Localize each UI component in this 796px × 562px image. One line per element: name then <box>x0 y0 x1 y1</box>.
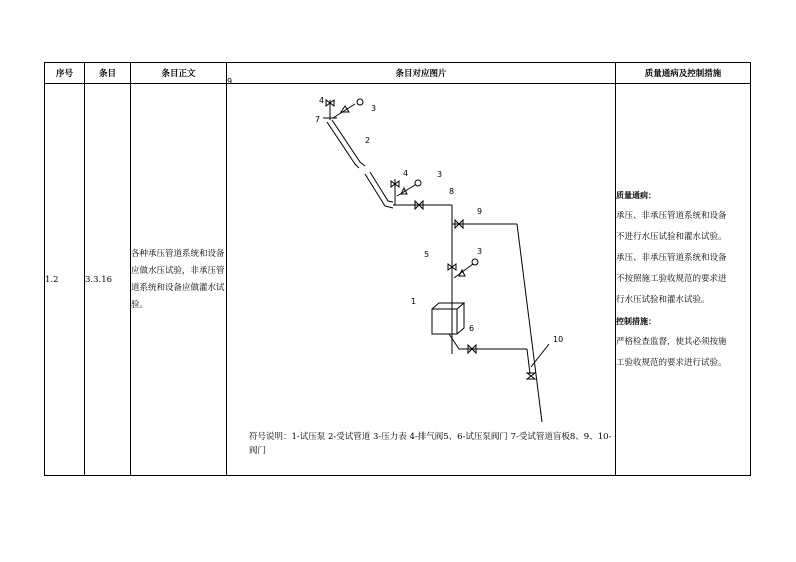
quality-line: 承压、非承压管道系统和设备 <box>616 211 727 221</box>
header-text: 条目正文 <box>131 63 227 84</box>
header-seq: 序号 <box>45 63 85 84</box>
diagram-label-7: 7 <box>315 115 321 124</box>
diagram-label-9: 9 <box>477 207 483 216</box>
diagram-label-2: 2 <box>365 136 371 145</box>
header-image: 条目对应图片 <box>227 63 616 84</box>
pressure-test-diagram <box>227 77 616 476</box>
row-seq: 1.2 <box>45 84 85 476</box>
diagram-label-3a: 3 <box>371 104 377 113</box>
header-row <box>45 63 751 84</box>
quality-table <box>44 62 751 476</box>
diagram-label-3c: 3 <box>477 247 483 256</box>
row-image-cell <box>227 77 616 476</box>
control-line: 工验收规范的要求进行试验。 <box>616 358 727 368</box>
control-line: 严格检查监督，使其必须按施 <box>616 337 727 347</box>
row-text: 各种承压管道系统和设备应做水压试验，非承压管道系统和设备应做灌水试验。 <box>131 84 227 476</box>
diagram-label-8: 8 <box>449 187 455 196</box>
diagram-label-10: 10 <box>553 335 564 344</box>
diagram-label-3b: 3 <box>437 170 443 179</box>
control-heading: 控制措施： <box>616 317 656 326</box>
quality-line: 承压、非承压管道系统和设备 <box>616 253 727 263</box>
quality-heading: 质量通病： <box>616 191 656 200</box>
table-row <box>45 84 751 476</box>
diagram-label-6: 6 <box>469 324 475 333</box>
label-4-top: 9 <box>227 77 233 86</box>
row-quality <box>616 84 751 476</box>
diagram-legend: 符号说明：1-试压泵 2-受试管道 3-压力表 4-排气阀5、6-试压泵阀门 7-受试管道盲板8、9、10-阀门 <box>249 432 612 456</box>
quality-line: 行水压试验和灌水试验。 <box>616 295 710 305</box>
quality-line: 不按照施工验收规范的要求进 <box>616 274 727 284</box>
row-clause: 3.3.16 <box>85 84 131 476</box>
diagram-label-1: 1 <box>411 297 417 306</box>
header-clause: 条目 <box>85 63 131 84</box>
diagram-label-5: 5 <box>424 250 430 259</box>
quality-line: 不进行水压试验和灌水试验。 <box>616 232 727 242</box>
diagram-label-4b: 4 <box>403 169 409 178</box>
header-quality: 质量通病及控制措施 <box>616 63 751 84</box>
diagram-label-4a: 4 <box>319 96 325 105</box>
